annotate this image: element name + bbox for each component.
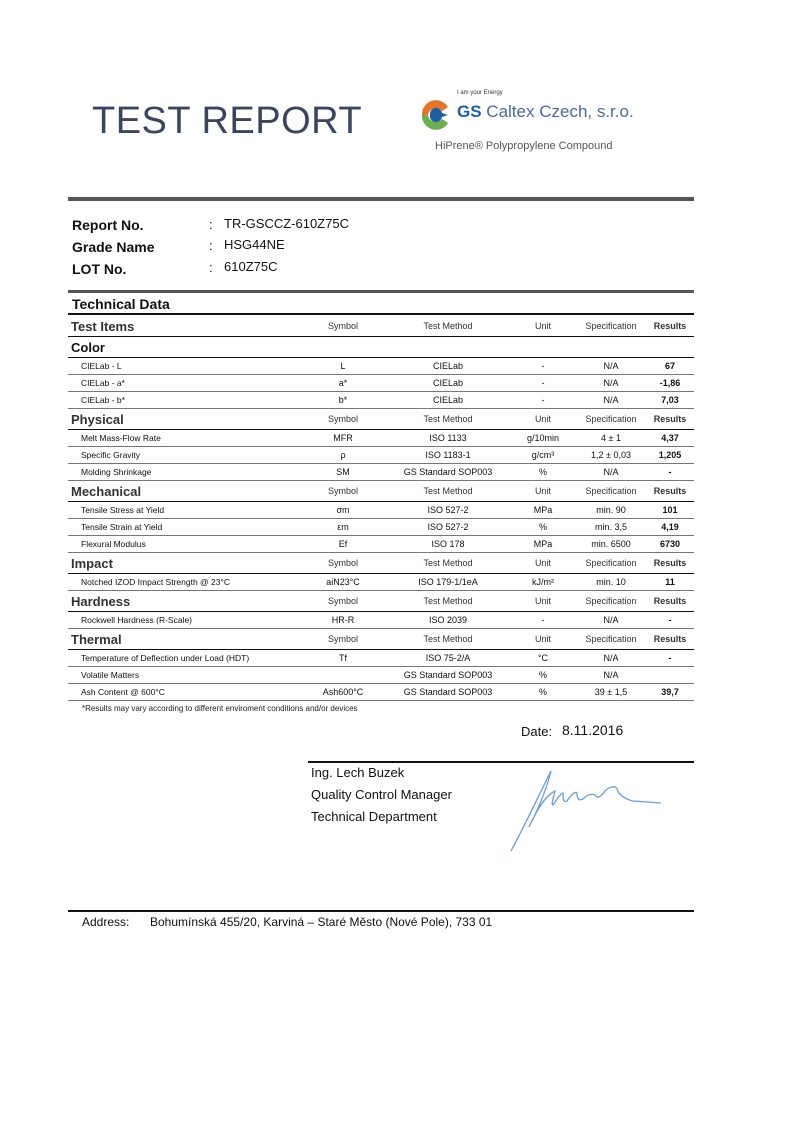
section-col-unit: Unit <box>534 486 551 496</box>
test-method: GS Standard SOP003 <box>403 467 493 477</box>
test-symbol: σm <box>336 505 350 515</box>
test-result <box>646 667 694 684</box>
table-row <box>68 519 694 536</box>
test-result: 6730 <box>659 539 681 549</box>
report-no-colon: : <box>209 217 213 232</box>
signatory-name: Ing. Lech Buzek <box>311 765 405 780</box>
section-col-symbol: Symbol <box>327 634 358 644</box>
table-row <box>68 464 694 481</box>
technical-title-rule <box>68 313 694 315</box>
test-unit: g/cm³ <box>531 450 555 460</box>
company-name <box>457 102 634 122</box>
address-value: Bohumínská 455/20, Karviná – Staré Město (Nové Pole), 733 01 <box>150 915 493 929</box>
test-specification: N/A <box>603 653 619 663</box>
test-result: - <box>668 653 672 663</box>
table-row <box>68 375 694 392</box>
table-row <box>68 447 694 464</box>
section-col-unit: Unit <box>534 634 551 644</box>
table-row <box>68 684 694 701</box>
section-col-method: Test Method <box>423 414 473 424</box>
test-unit: g/10min <box>526 433 560 443</box>
table-row <box>68 430 694 447</box>
logo-tagline: I am your Energy <box>457 90 503 96</box>
section-col-method: Test Method <box>423 596 473 606</box>
signatory-role: Quality Control Manager <box>311 787 452 802</box>
section-name: Hardness <box>71 593 131 609</box>
test-unit: kJ/m² <box>532 577 554 587</box>
test-specification: min. 6500 <box>591 539 631 549</box>
section-col-results: Results <box>653 634 687 644</box>
test-item: Melt Mass-Flow Rate <box>81 433 161 443</box>
company-name-gs: GS <box>457 102 482 121</box>
test-method: ISO 1133 <box>429 433 467 443</box>
col-specification: Specification <box>585 321 637 331</box>
section-col-results: Results <box>653 558 687 568</box>
test-unit: - <box>541 615 545 625</box>
grade-name-label: Grade Name <box>72 239 155 255</box>
section-col-symbol: Symbol <box>327 486 358 496</box>
section-col-spec: Specification <box>585 596 637 606</box>
test-symbol: aiN23°C <box>326 577 360 587</box>
test-symbol: ρ <box>340 450 346 460</box>
test-specification: N/A <box>603 615 619 625</box>
test-result: 4,19 <box>661 522 679 532</box>
test-method: ISO 1183-1 <box>425 450 471 460</box>
test-method: ISO 527-2 <box>427 522 469 532</box>
report-title: TEST REPORT <box>92 100 363 142</box>
col-results: Results <box>653 321 687 331</box>
test-specification: 1,2 ± 0,03 <box>591 450 631 460</box>
table-row <box>68 536 694 553</box>
test-symbol: a* <box>338 378 348 388</box>
table-row <box>68 574 694 591</box>
test-method: CIELab <box>432 378 464 388</box>
section-col-results: Results <box>653 596 687 606</box>
report-no-value: TR-GSCCZ-610Z75C <box>224 216 349 231</box>
section-spacer <box>300 337 694 358</box>
footer-divider <box>68 910 694 912</box>
product-line: HiPrene® Polypropylene Compound <box>435 140 613 152</box>
date-label: Date: <box>521 724 553 739</box>
section-row-mechanical <box>68 481 694 502</box>
section-col-spec: Specification <box>585 634 637 644</box>
test-specification: 39 ± 1,5 <box>594 687 628 697</box>
table-row <box>68 358 694 375</box>
technical-divider <box>68 290 694 293</box>
test-unit: - <box>541 395 545 405</box>
test-method: ISO 75-2/A <box>425 653 471 663</box>
table-row <box>68 612 694 629</box>
test-unit: °C <box>537 653 549 663</box>
test-method: ISO 527-2 <box>427 505 469 515</box>
handwritten-signature <box>505 765 665 855</box>
section-col-method: Test Method <box>423 558 473 568</box>
test-specification: 4 ± 1 <box>601 433 621 443</box>
grade-name-value: HSG44NE <box>224 237 285 252</box>
section-name: Mechanical <box>71 483 142 499</box>
test-unit: % <box>538 670 547 680</box>
test-unit: % <box>538 687 547 697</box>
company-name-rest: Caltex Czech, s.r.o. <box>486 102 634 121</box>
test-symbol: L <box>340 361 346 371</box>
report-no-label: Report No. <box>72 217 144 233</box>
test-symbol: HR-R <box>331 615 355 625</box>
results-note: *Results may vary according to different enviroment conditions and/or devices <box>82 704 358 713</box>
section-col-spec: Specification <box>585 558 637 568</box>
test-result: -1,86 <box>659 378 681 388</box>
section-col-symbol: Symbol <box>327 596 358 606</box>
test-unit: MPa <box>533 505 553 515</box>
test-item: CIELab - b* <box>81 395 125 405</box>
test-method: ISO 179-1/1eA <box>418 577 478 587</box>
section-col-method: Test Method <box>423 634 473 644</box>
test-specification: N/A <box>603 395 619 405</box>
section-name: Physical <box>71 411 124 427</box>
section-col-method: Test Method <box>423 486 473 496</box>
test-item: Notched IZOD Impact Strength @ 23°C <box>81 577 231 587</box>
date-value: 8.11.2016 <box>562 722 624 738</box>
test-specification: N/A <box>603 467 619 477</box>
test-result: 67 <box>664 361 675 371</box>
table-row <box>68 667 694 684</box>
address-label: Address: <box>82 915 130 929</box>
test-symbol: Ash600°C <box>322 687 364 697</box>
test-item: Molding Shrinkage <box>81 467 152 477</box>
section-col-unit: Unit <box>534 596 551 606</box>
test-method: CIELab <box>432 395 464 405</box>
test-result: 101 <box>662 505 678 515</box>
test-item: Volatile Matters <box>81 670 140 680</box>
test-item: Rockwell Hardness (R-Scale) <box>81 615 193 625</box>
section-row-hardness <box>68 591 694 612</box>
table-row <box>68 392 694 409</box>
test-unit: % <box>538 467 547 477</box>
test-symbol: Ef <box>338 539 348 549</box>
test-method: CIELab <box>432 361 464 371</box>
test-item: Tensile Strain at Yield <box>81 522 163 532</box>
test-method: GS Standard SOP003 <box>403 687 493 697</box>
test-result: 7,03 <box>661 395 679 405</box>
test-specification: N/A <box>603 361 619 371</box>
section-row-thermal <box>68 629 694 650</box>
test-unit: - <box>541 378 545 388</box>
section-col-results: Results <box>653 414 687 424</box>
section-col-symbol: Symbol <box>327 558 358 568</box>
lot-no-value: 610Z75C <box>224 259 278 274</box>
test-result: - <box>668 467 672 477</box>
technical-data-title: Technical Data <box>72 296 170 312</box>
section-col-results: Results <box>653 486 687 496</box>
section-name: Thermal <box>71 631 122 647</box>
test-unit: - <box>541 361 545 371</box>
table-row <box>68 502 694 519</box>
section-col-spec: Specification <box>585 414 637 424</box>
signatory-department: Technical Department <box>311 809 437 824</box>
test-item: CIELab - a* <box>81 378 125 388</box>
test-method: ISO 2039 <box>428 615 468 625</box>
section-row-physical <box>68 409 694 430</box>
section-col-unit: Unit <box>534 414 551 424</box>
grade-name-colon: : <box>209 238 213 253</box>
lot-no-colon: : <box>209 260 213 275</box>
section-col-unit: Unit <box>534 558 551 568</box>
test-unit: MPa <box>533 539 553 549</box>
test-method: ISO 178 <box>431 539 465 549</box>
test-unit: % <box>538 522 547 532</box>
test-specification: min. 90 <box>596 505 626 515</box>
gs-caltex-logo-icon <box>418 97 454 133</box>
test-symbol: b* <box>338 395 348 405</box>
section-col-symbol: Symbol <box>327 414 358 424</box>
header-divider <box>68 197 694 201</box>
test-item: Temperature of Deflection under Load (HDT) <box>81 653 250 663</box>
test-result: - <box>668 615 672 625</box>
test-item: CIELab - L <box>81 361 122 371</box>
test-specification: min. 3,5 <box>594 522 627 532</box>
table-header-row <box>68 316 694 337</box>
technical-data-table <box>68 316 694 701</box>
section-name: Color <box>71 339 105 355</box>
lot-no-label: LOT No. <box>72 261 127 277</box>
test-item: Ash Content @ 600°C <box>81 687 165 697</box>
test-symbol: εm <box>337 522 349 532</box>
test-result: 39,7 <box>661 687 679 697</box>
test-result: 11 <box>665 577 675 587</box>
test-symbol: MFR <box>333 433 353 443</box>
test-specification: N/A <box>603 378 619 388</box>
col-unit: Unit <box>534 321 551 331</box>
test-symbol: Tf <box>339 653 347 663</box>
test-specification: min. 10 <box>596 577 626 587</box>
section-name: Impact <box>71 555 113 571</box>
test-specification: N/A <box>603 670 619 680</box>
section-row-impact <box>68 553 694 574</box>
test-item: Specific Gravity <box>81 450 141 460</box>
test-method: GS Standard SOP003 <box>403 670 493 680</box>
section-row-color <box>68 337 694 358</box>
test-result: 1,205 <box>658 450 682 460</box>
col-symbol: Symbol <box>327 321 358 331</box>
test-item: Tensile Stress at Yield <box>81 505 165 515</box>
section-col-spec: Specification <box>585 486 637 496</box>
test-symbol <box>300 667 386 684</box>
test-symbol: SM <box>336 467 350 477</box>
test-result: 4,37 <box>661 433 679 443</box>
col-test-items: Test Items <box>71 318 135 334</box>
signature-divider <box>308 761 694 763</box>
col-test-method: Test Method <box>423 321 473 331</box>
table-row <box>68 650 694 667</box>
test-item: Flexural Modulus <box>81 539 146 549</box>
